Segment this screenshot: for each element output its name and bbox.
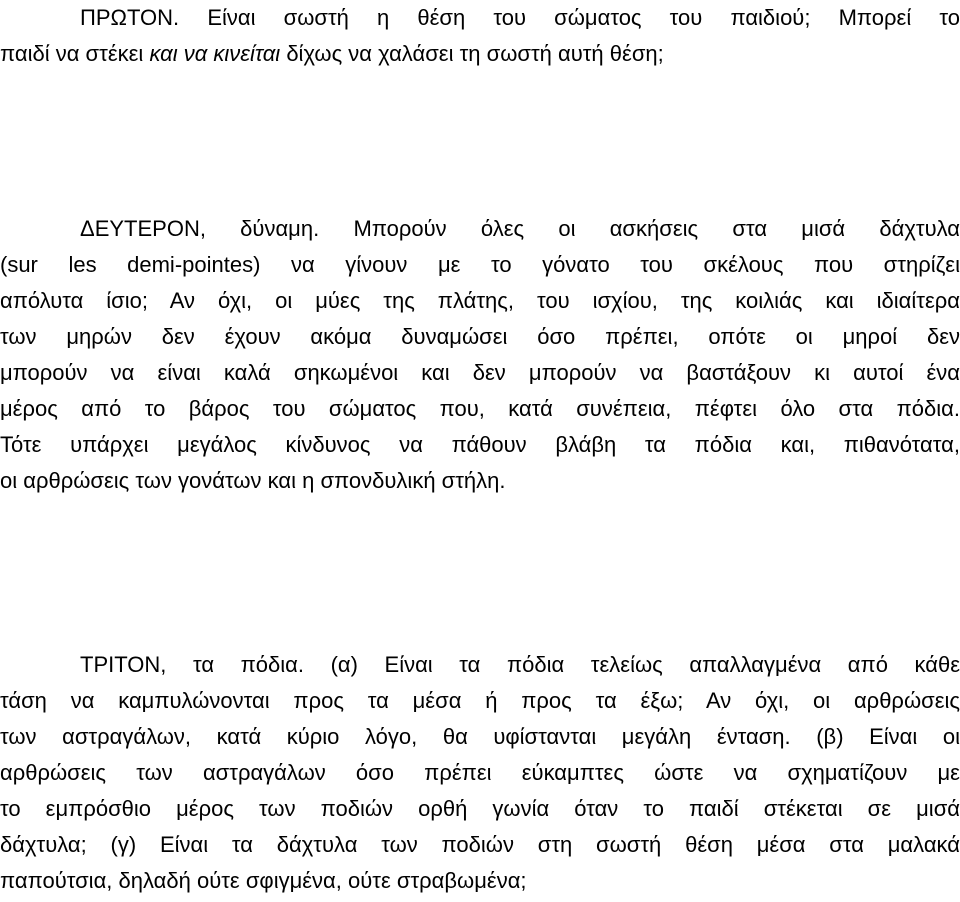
paragraph-first-italic-phrase: και να κινείται [149,41,281,66]
paragraph-third-line: των αστραγάλων, κατά κύριο λόγο, θα υφίστανται μεγάλη ένταση. (β) Είναι οι [0,724,960,749]
paragraph-second-line: απόλυτα ίσιο; Αν όχι, οι μύες της πλάτης, του ισχίου, της κοιλιάς και ιδιαίτερα [0,288,960,313]
paragraph-second-line: οι αρθρώσεις των γονάτων και η σπονδυλική στήλη. [0,468,506,493]
paragraph-third-line: παπούτσια, δηλαδή ούτε σφιγμένα, ούτε στραβωμένα; [0,868,527,893]
paragraph-second-line: των μηρών δεν έχουν ακόμα δυναμώσει όσο πρέπει, οπότε οι μηροί δεν [0,324,960,349]
paragraph-third [0,647,960,899]
paragraph-first-line-2-after: δίχως να χαλάσει τη σωστή αυτή θέση; [286,41,664,66]
paragraph-first-line-1-text: Είναι σωστή η θέση του σώματος του παιδιού; Μπορεί το [207,5,960,30]
paragraph-second-line: ΔΕΥΤΕΡΟΝ, δύναμη. Μπορούν όλες οι ασκήσεις στα μισά δάχτυλα [80,216,960,241]
paragraph-first-line-2-before: παιδί να στέκει [0,41,144,66]
paragraph-third-line: το εμπρόσθιο μέρος των ποδιών ορθή γωνία όταν το παιδί στέκεται σε μισά [0,796,960,821]
paragraph-second-line: Τότε υπάρχει μεγάλος κίνδυνος να πάθουν βλάβη τα πόδια και, πιθανότατα, [0,432,960,457]
paragraph-third-line: τάση να καμπυλώνονται προς τα μέσα ή προς τα έξω; Αν όχι, οι αρθρώσεις [0,688,960,713]
paragraph-first-line-2 [0,36,960,72]
paragraph-first [0,0,960,72]
paragraph-third-line: δάχτυλα; (γ) Είναι τα δάχτυλα των ποδιών στη σωστή θέση μέσα στα μαλακά [0,832,960,857]
paragraph-third-line: ΤΡΙΤΟΝ, τα πόδια. (α) Είναι τα πόδια τελείως απαλλαγμένα από κάθε [80,652,960,677]
paragraph-second [0,211,960,499]
paragraph-second-line: (sur les demi-pointes) να γίνουν με το γόνατο του σκέλους που στηρίζει [0,252,960,277]
paragraph-second-line: μέρος από το βάρος του σώματος που, κατά συνέπεια, πέφτει όλο στα πόδια. [0,396,960,421]
paragraph-third-line: αρθρώσεις των αστραγάλων όσο πρέπει εύκαμπτες ώστε να σχηματίζουν με [0,760,960,785]
paragraph-first-line-1 [0,0,960,36]
section-label-first: ΠΡΩΤΟΝ. [80,5,180,30]
paragraph-second-line: μπορούν να είναι καλά σηκωμένοι και δεν μπορούν να βαστάξουν κι αυτοί ένα [0,360,960,385]
